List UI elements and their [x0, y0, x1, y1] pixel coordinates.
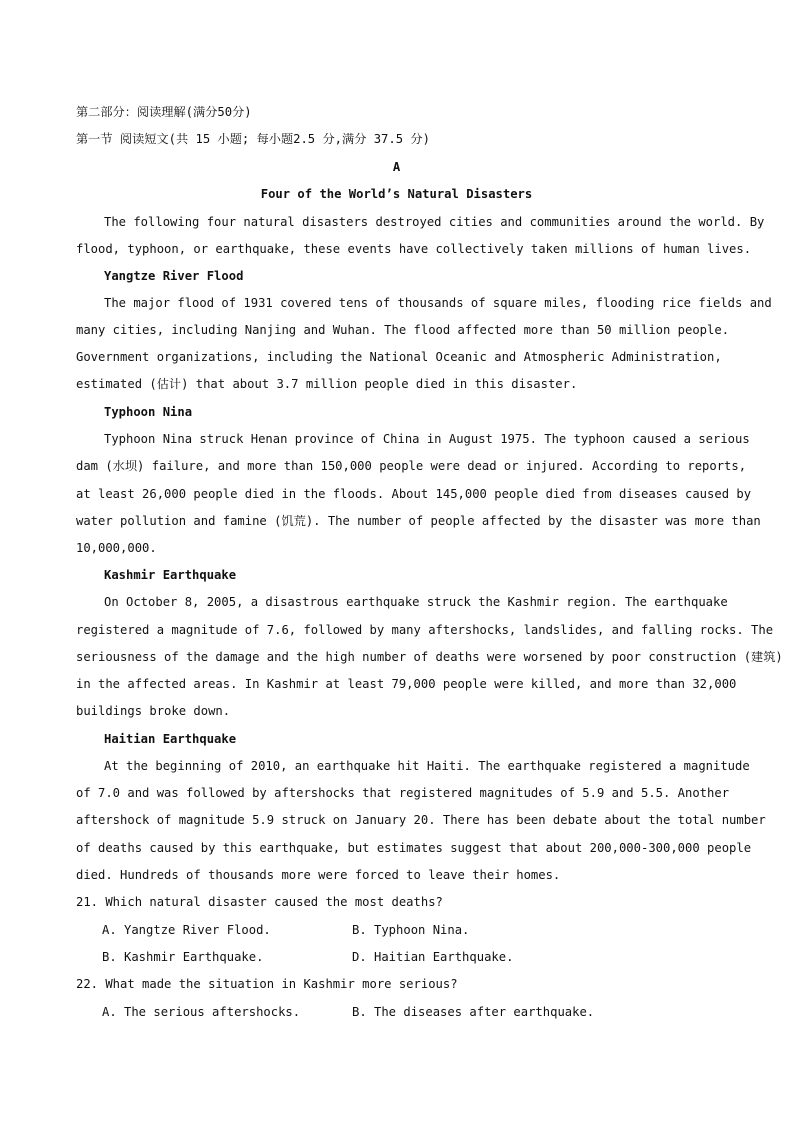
paragraph-line: water pollution and famine (饥荒). The number of people affected by the disaster was more than [76, 514, 761, 528]
section-heading: Yangtze River Flood [104, 269, 244, 283]
part-title: 第二部分：阅读理解(满分50分) [76, 105, 252, 119]
paragraph-line: registered a magnitude of 7.6, followed by many aftershocks, landslides, and falling rocks. The [76, 623, 774, 637]
paragraph-line: in the affected areas. In Kashmir at least 79,000 people were killed, and more than 32,000 [76, 677, 737, 691]
paragraph-line: On October 8, 2005, a disastrous earthquake struck the Kashmir region. The earthquake [104, 595, 728, 609]
paragraph-line: dam (水坝) failure, and more than 150,000 people were dead or injured. According to reports, [76, 459, 747, 473]
intro-line: The following four natural disasters destroyed cities and communities around the world. By [104, 215, 765, 229]
paragraph-line: of deaths caused by this earthquake, but estimates suggest that about 200,000-300,000 people [76, 841, 752, 855]
passage-label: A [392, 160, 401, 174]
section-heading: Kashmir Earthquake [104, 568, 237, 582]
paragraph-line: 10,000,000. [76, 541, 157, 555]
paragraph-line: Typhoon Nina struck Henan province of China in August 1975. The typhoon caused a serious [104, 432, 750, 446]
paragraph-line: died. Hundreds of thousands more were forced to leave their homes. [76, 868, 561, 882]
answer-option: A. The serious aftershocks. [102, 1005, 301, 1019]
paragraph-line: of 7.0 and was followed by aftershocks that registered magnitudes of 5.9 and 5.5. Another [76, 786, 730, 800]
answer-option: B. The diseases after earthquake. [352, 1005, 595, 1019]
section-subtitle: 第一节 阅读短文(共 15 小题; 每小题2.5 分,满分 37.5 分) [76, 132, 430, 146]
paragraph-line: buildings broke down. [76, 704, 231, 718]
section-heading: Typhoon Nina [104, 405, 193, 419]
paragraph-line: at least 26,000 people died in the floods. About 145,000 people died from diseases caused by [76, 487, 752, 501]
paragraph-line: aftershock of magnitude 5.9 struck on January 20. There has been debate about the total number [76, 813, 766, 827]
question-stem: 22. What made the situation in Kashmir more serious? [76, 977, 458, 991]
answer-option: A. Yangtze River Flood. [102, 923, 271, 937]
answer-option: D. Haitian Earthquake. [352, 950, 514, 964]
paragraph-line: estimated (估计) that about 3.7 million people died in this disaster. [76, 377, 578, 391]
paragraph-line: many cities, including Nanjing and Wuhan. The flood affected more than 50 million people. [76, 323, 730, 337]
paragraph-line: Government organizations, including the National Oceanic and Atmospheric Administration, [76, 350, 722, 364]
paragraph-line: seriousness of the damage and the high number of deaths were worsened by poor construction (建筑) [76, 650, 783, 664]
answer-option: B. Kashmir Earthquake. [102, 950, 264, 964]
question-stem: 21. Which natural disaster caused the most deaths? [76, 895, 443, 909]
section-heading: Haitian Earthquake [104, 732, 237, 746]
paragraph-line: At the beginning of 2010, an earthquake hit Haiti. The earthquake registered a magnitude [104, 759, 750, 773]
answer-option: B. Typhoon Nina. [352, 923, 470, 937]
paragraph-line: The major flood of 1931 covered tens of thousands of square miles, flooding rice fields and [104, 296, 772, 310]
passage-title: Four of the World’s Natural Disasters [260, 187, 533, 201]
intro-line: flood, typhoon, or earthquake, these events have collectively taken millions of human lives. [76, 242, 752, 256]
